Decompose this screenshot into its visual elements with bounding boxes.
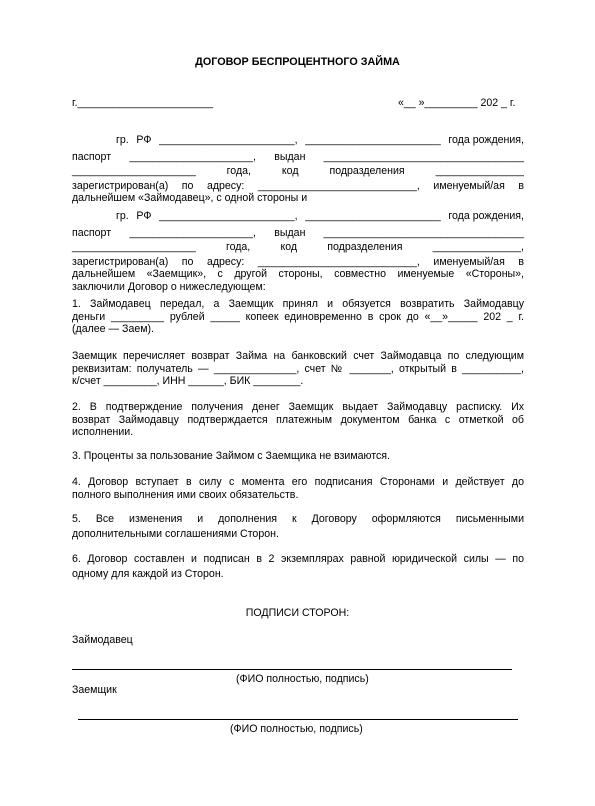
clause-1-line-1: 1. Займодавец передал, а Заемщик принял и обязуется возвратить Займодавцу bbox=[72, 298, 524, 310]
clause-5-line-1: 5. Все изменения и дополнения к Договору оформляются письменными bbox=[72, 513, 524, 525]
division-label: подразделения bbox=[329, 165, 405, 178]
clause-6-line-1: 6. Договор составлен и подписан в 2 экземплярах равной юридической силы — по bbox=[72, 553, 524, 565]
year-label: года, bbox=[226, 165, 251, 178]
document-title: ДОГОВОР БЕСПРОЦЕНТНОГО ЗАЙМА bbox=[195, 56, 400, 68]
clause-1 bbox=[72, 298, 524, 336]
passport-label: паспорт bbox=[72, 226, 112, 239]
passport-blank: _____________________, bbox=[129, 226, 256, 239]
party-role-line: дальнейшем «Заемщик», с другой стороны, совместно именуемые «Стороны», bbox=[72, 268, 524, 281]
named-label: именуемый/ая bbox=[433, 255, 505, 268]
birth-blank: _______________________ bbox=[305, 134, 441, 146]
clause-4-line-2: полного выполнения ими своих обязательств. bbox=[72, 488, 299, 501]
registered-label: зарегистрирован(а) bbox=[72, 255, 169, 268]
in-label: в bbox=[518, 179, 524, 192]
year-label: года, bbox=[225, 241, 251, 254]
lender-signature-line bbox=[72, 669, 512, 670]
address-blank: ___________________________, bbox=[257, 255, 420, 268]
date-field: «__ »_________ 202 _ г. bbox=[398, 97, 516, 109]
repayment-line-3: к/счет _________, ИНН ______, БИК ________. bbox=[72, 375, 304, 388]
name-blank: _______________________, bbox=[159, 210, 298, 222]
lender-caption: (ФИО полностью, подпись) bbox=[236, 673, 369, 685]
clause-5-line-2: дополнительными соглашениями Сторон. bbox=[72, 527, 279, 540]
issued-label: выдан bbox=[274, 150, 306, 163]
issued-blank: __________________________________ bbox=[323, 150, 524, 163]
clause-4-line-1: 4. Договор вступает в силу с момента его подписания Сторонами и действует до bbox=[72, 476, 524, 488]
party-role-line: дальнейшем «Займодавец», с одной стороны и bbox=[72, 192, 308, 205]
passport-blank: _____________________, bbox=[129, 150, 256, 163]
issue-date-blank: _____________________ bbox=[72, 165, 196, 178]
repayment-line-2: реквизитам: получатель — ______________, счет № _______, открытый в __________, bbox=[72, 362, 524, 375]
clause-repayment-details bbox=[72, 350, 524, 388]
agreement-intro: заключили Договор о нижеследующем: bbox=[72, 280, 266, 293]
issued-label: выдан bbox=[274, 226, 306, 239]
citizen-label: гр. bbox=[116, 134, 129, 146]
address-blank: ___________________________, bbox=[257, 179, 420, 192]
borrower-label: Заемщик bbox=[72, 684, 117, 696]
signatures-heading: ПОДПИСИ СТОРОН: bbox=[245, 607, 350, 619]
borrower-signature-line bbox=[78, 719, 518, 720]
repayment-line-1: Заемщик перечисляет возврат Займа на банковский счет Займодавца по следующим bbox=[72, 350, 524, 362]
clause-2-line-3: исполнении. bbox=[72, 426, 134, 439]
party-lender bbox=[72, 134, 524, 205]
by-label: по bbox=[181, 255, 194, 268]
issue-date-blank: _____________________ bbox=[72, 241, 196, 254]
registered-label: зарегистрирован(а) bbox=[72, 179, 169, 192]
country-label: РФ bbox=[136, 210, 152, 222]
party-borrower bbox=[72, 210, 524, 294]
citizen-label: гр. bbox=[116, 210, 129, 222]
clause-3 bbox=[72, 450, 524, 463]
code-label: код bbox=[281, 165, 299, 178]
code-label: код bbox=[280, 241, 298, 254]
name-blank: _______________________, bbox=[159, 134, 298, 146]
birth-blank: _______________________ bbox=[305, 210, 441, 222]
clause-2 bbox=[72, 401, 524, 439]
birth-label: года рождения, bbox=[448, 210, 524, 222]
division-label: подразделения bbox=[327, 241, 403, 254]
division-blank: _______________ bbox=[435, 165, 524, 178]
issued-blank: __________________________________ bbox=[323, 226, 524, 239]
clause-1-line-3: (далее — Заем). bbox=[72, 323, 154, 336]
clause-2-line-2: возврат Займодавцу подтверждается платежным документом банка с отметкой об bbox=[72, 413, 524, 426]
by-label: по bbox=[181, 179, 194, 192]
birth-label: года рождения, bbox=[448, 134, 524, 146]
division-blank: _______________, bbox=[432, 241, 524, 254]
clause-3-text: 3. Проценты за пользование Займом с Заемщика не взимаются. bbox=[72, 450, 390, 462]
city-field: г._______________________ bbox=[72, 97, 214, 109]
country-label: РФ bbox=[136, 134, 152, 146]
clause-2-line-1: 2. В подтверждение получения денег Заемщик выдает Займодавцу расписку. Их bbox=[72, 401, 524, 413]
passport-label: паспорт bbox=[72, 150, 112, 163]
in-label: в bbox=[518, 255, 524, 268]
clause-6-line-2: одному для каждой из Сторон. bbox=[72, 567, 224, 580]
lender-label: Займодавец bbox=[72, 634, 133, 646]
address-label: адресу: bbox=[206, 179, 245, 192]
clause-6 bbox=[72, 553, 524, 580]
address-label: адресу: bbox=[206, 255, 245, 268]
clause-5 bbox=[72, 513, 524, 540]
clause-4 bbox=[72, 476, 524, 501]
borrower-caption: (ФИО полностью, подпись) bbox=[230, 723, 363, 735]
named-label: именуемый/ая bbox=[433, 179, 505, 192]
clause-1-line-2: деньги _________ рублей _____ копеек единовременно в срок до «__»_____ 202 _ г. bbox=[72, 310, 524, 323]
